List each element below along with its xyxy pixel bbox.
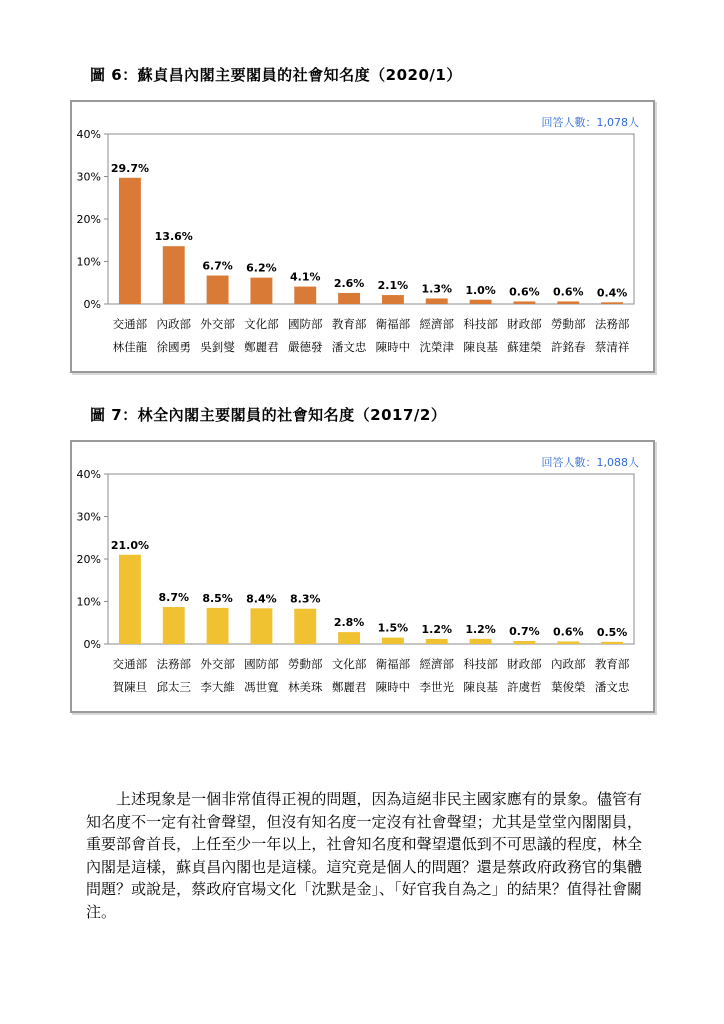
y-tick-label: 40% (76, 128, 101, 141)
x-tick-label: 外交部 (200, 657, 235, 671)
data-label: 1.0% (465, 283, 496, 297)
y-tick-label: 0% (83, 298, 101, 311)
x-tick-label: 經濟部 (419, 317, 454, 331)
data-label: 1.3% (421, 282, 453, 296)
y-tick-label: 30% (76, 170, 101, 184)
bar (513, 641, 535, 644)
y-tick-label: 10% (76, 255, 101, 269)
x-tick-label: 內政部 (551, 657, 586, 671)
bar (426, 639, 448, 644)
data-label: 29.7% (110, 161, 150, 175)
x-tick-name: 陳良基 (463, 680, 498, 694)
plot-frame (108, 134, 634, 304)
bar (294, 287, 316, 304)
data-label: 2.8% (333, 616, 365, 630)
x-tick-label: 經濟部 (419, 657, 454, 671)
figure7-title: 圖 7：林全內閣主要閣員的社會知名度（2017/2） (90, 406, 447, 424)
x-tick-name: 潘文忠 (594, 680, 630, 694)
x-tick-name: 蔡清祥 (594, 340, 630, 354)
bar (163, 607, 185, 644)
data-label: 8.5% (202, 591, 233, 605)
bar (382, 638, 404, 644)
data-label: 8.3% (289, 592, 321, 606)
x-tick-label: 國防部 (244, 657, 279, 671)
x-tick-label: 外交部 (200, 317, 235, 331)
bar (557, 301, 579, 304)
figure7-chart (72, 442, 653, 711)
x-tick-label: 衛福部 (375, 317, 411, 331)
bar (513, 301, 535, 304)
x-tick-name: 林佳龍 (112, 340, 148, 354)
x-tick-name: 李世光 (419, 680, 454, 694)
x-tick-label: 法務部 (156, 657, 191, 671)
x-tick-name: 賀陳旦 (112, 680, 148, 694)
data-label: 6.2% (246, 261, 277, 275)
x-tick-label: 交通部 (112, 317, 148, 331)
x-tick-label: 勞動部 (288, 657, 323, 671)
figure6-respondents: 回答人數：1,078人 (541, 116, 639, 129)
x-tick-label: 法務部 (594, 317, 630, 331)
data-label: 4.1% (289, 270, 321, 284)
data-label: 0.4% (596, 286, 628, 300)
x-tick-name: 吳釗燮 (200, 340, 235, 354)
figure6-chart (72, 102, 653, 371)
x-tick-name: 許虞哲 (507, 680, 542, 694)
data-label: 0.6% (552, 625, 584, 639)
figure6-title: 圖 6：蘇貞昌內閣主要閣員的社會知名度（2020/1） (90, 66, 462, 84)
data-label: 0.5% (596, 625, 628, 639)
data-label: 0.7% (509, 625, 540, 639)
x-tick-name: 李大維 (200, 680, 235, 694)
x-tick-name: 嚴德發 (288, 340, 323, 354)
y-tick-label: 20% (76, 213, 101, 226)
bar (250, 278, 272, 304)
data-label: 6.7% (202, 259, 233, 273)
plot-frame (108, 474, 634, 644)
bar (338, 293, 360, 304)
y-tick-label: 10% (76, 595, 101, 609)
x-tick-name: 鄭麗君 (244, 340, 279, 354)
x-tick-name: 蘇建榮 (507, 340, 542, 354)
x-tick-name: 邱太三 (156, 680, 191, 694)
bar (470, 300, 492, 304)
data-label: 8.7% (158, 591, 190, 605)
x-tick-label: 教育部 (331, 317, 367, 331)
bar (119, 178, 141, 304)
body-paragraph (86, 788, 642, 923)
bar (207, 276, 229, 304)
x-tick-name: 徐國勇 (156, 340, 191, 354)
x-tick-label: 衛福部 (375, 657, 411, 671)
x-tick-label: 內政部 (156, 317, 191, 331)
data-label: 0.6% (509, 285, 540, 299)
x-tick-label: 財政部 (507, 657, 542, 671)
data-label: 1.2% (421, 622, 453, 636)
x-tick-name: 鄭麗君 (331, 680, 367, 694)
figure7-panel (70, 440, 655, 713)
body-paragraph-text: 上述現象是一個非常值得正視的問題，因為這絕非民主國家應有的景象。儘管有知名度不一定有社會聲望，但沒有知名度一定沒有社會聲望；尤其是堂堂內閣閣員，重要部會首長，上任至少一年以上，社會知名度和聲望還低到不可思議的程度，林全內閣是這樣，蘇貞昌內閣也是這樣。這究竟是個人的問題？還是蔡政府政務官的集體問題？或說是，蔡政府官場文化「沈默是金」、「好官我自為之」的結果？值得社會關注。 (86, 790, 642, 921)
bar (163, 246, 185, 304)
x-tick-label: 文化部 (331, 657, 367, 671)
data-label: 1.5% (377, 621, 409, 635)
x-tick-label: 交通部 (112, 657, 148, 671)
x-tick-name: 沈榮津 (419, 340, 454, 354)
x-tick-label: 教育部 (594, 657, 630, 671)
data-label: 8.4% (246, 592, 277, 606)
x-tick-name: 林美珠 (288, 680, 323, 694)
x-tick-name: 馮世寬 (244, 680, 279, 694)
bar (382, 295, 404, 304)
x-tick-name: 陳良基 (463, 340, 498, 354)
bar (338, 632, 360, 644)
data-label: 2.1% (377, 279, 409, 293)
x-tick-label: 科技部 (463, 317, 498, 331)
bar (601, 302, 623, 304)
data-label: 13.6% (154, 230, 193, 244)
bar (601, 642, 623, 644)
x-tick-name: 潘文忠 (331, 340, 367, 354)
data-label: 21.0% (110, 538, 150, 552)
data-label: 1.2% (465, 622, 496, 636)
bar (470, 639, 492, 644)
x-tick-label: 文化部 (244, 317, 279, 331)
y-tick-label: 20% (76, 553, 101, 566)
y-tick-label: 0% (83, 638, 101, 651)
bar (207, 608, 229, 644)
data-label: 0.6% (552, 285, 584, 299)
x-tick-name: 許銘春 (551, 340, 586, 354)
x-tick-label: 財政部 (507, 317, 542, 331)
y-tick-label: 30% (76, 510, 101, 524)
x-tick-name: 葉俊榮 (551, 680, 586, 694)
x-tick-label: 勞動部 (551, 317, 586, 331)
x-tick-label: 國防部 (288, 317, 323, 331)
bar (426, 298, 448, 304)
bar (119, 555, 141, 644)
bar (557, 641, 579, 644)
y-tick-label: 40% (76, 468, 101, 481)
x-tick-name: 陳時中 (375, 340, 411, 354)
data-label: 2.6% (333, 276, 365, 290)
bar (294, 609, 316, 644)
figure7-respondents: 回答人數：1,088人 (541, 456, 639, 469)
figure6-panel (70, 100, 655, 373)
x-tick-name: 陳時中 (375, 680, 411, 694)
bar (250, 608, 272, 644)
x-tick-label: 科技部 (463, 657, 498, 671)
